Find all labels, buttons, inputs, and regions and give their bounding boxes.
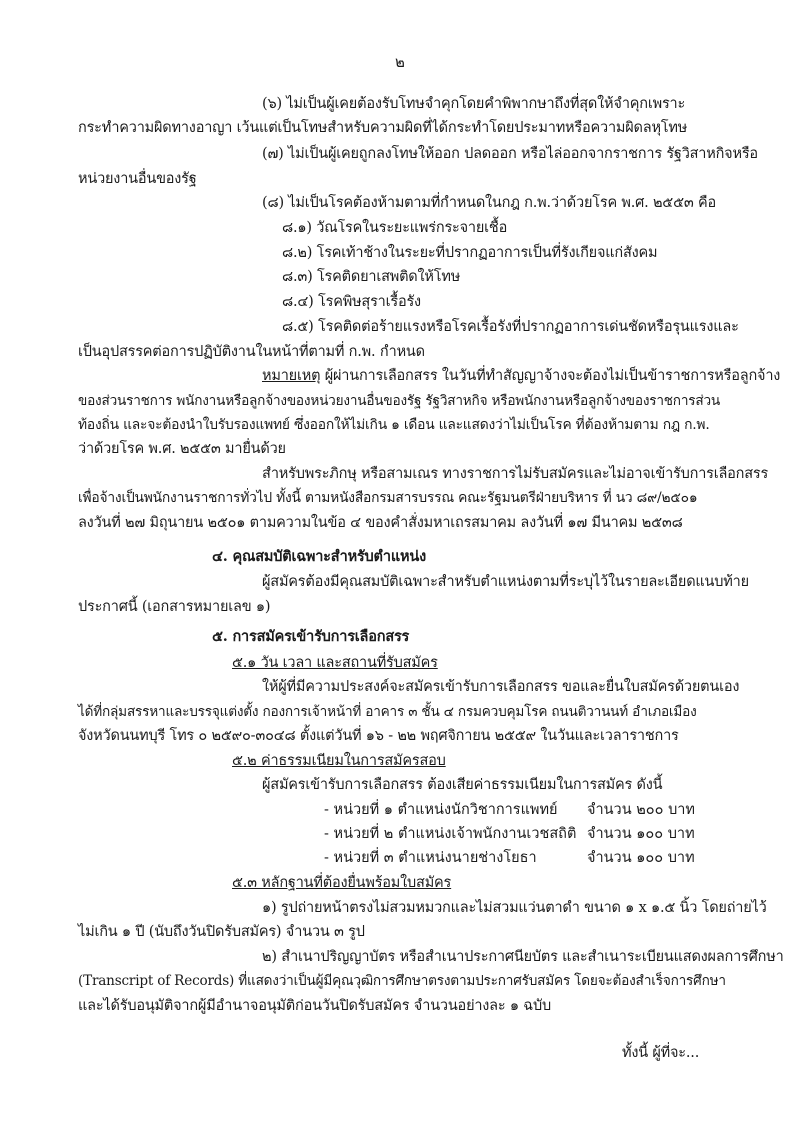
page-number: ๒ <box>395 53 405 71</box>
fee-row <box>324 848 724 868</box>
section-5-heading: ๕. การสมัครเข้ารับการเลือกสรร <box>212 628 410 645</box>
document-2-line-3: และได้รับอนุมัติจากผู้มีอำนาจอนุมัติก่อนวันปิดรับสมัคร จำนวนอย่างละ ๑ ฉบับ <box>78 998 551 1014</box>
note-line-1 <box>262 366 780 386</box>
fee-amount: จำนวน ๑๐๐ บาท <box>587 850 695 866</box>
note-line-2: ของส่วนราชการ พนักงานหรือลูกจ้างของหน่วยงานอื่นของรัฐ รัฐวิสาหกิจ หรือพนักงานหรือลูกจ้างของราชการส่วน <box>78 393 721 409</box>
section-5-2-title: ๕.๒ ค่าธรรมเนียมในการสมัครสอบ <box>232 753 446 769</box>
monk-line-2: เพื่อจ้างเป็นพนักงานราชการทั่วไป ทั้งนี้ ตามหนังสือกรมสารบรรณ คณะรัฐมนตรีฝ่ายบริหาร ที่ นว ๘๙/๒๕๐๑ <box>78 490 698 506</box>
fee-amount: จำนวน ๒๐๐ บาท <box>587 802 695 818</box>
qual-item-8-intro: (๘) ไม่เป็นโรคต้องห้ามตามที่กำหนดในกฎ ก.พ.ว่าด้วยโรค พ.ศ. ๒๕๕๓ คือ <box>262 195 716 211</box>
qual-item-6-line-1: (๖) ไม่เป็นผู้เคยต้องรับโทษจำคุกโดยคำพิพากษาถึงที่สุดให้จำคุกเพราะ <box>262 96 686 112</box>
qual-item-6-line-2: กระทำความผิดทางอาญา เว้นแต่เป็นโทษสำหรับความผิดที่ได้กระทำโดยประมาทหรือความผิดลหุโทษ <box>78 120 688 136</box>
document-2-line-1: ๒) สำเนาปริญญาบัตร หรือสำเนาประกาศนียบัตร และสำเนาระเบียนแสดงผลการศึกษา <box>262 949 784 965</box>
section-4-line-2: ประกาศนี้ (เอกสารหมายเลข ๑) <box>78 599 271 615</box>
disease-item: ๘.๒) โรคเท้าช้างในระยะที่ปรากฏอาการเป็นที่รังเกียจแก่สังคม <box>282 245 658 261</box>
fee-row <box>324 824 724 844</box>
disease-item-5-line-1: ๘.๕) โรคติดต่อร้ายแรงหรือโรคเรื้อรังที่ปรากฏอาการเด่นชัดหรือรุนแรงและ <box>282 319 739 335</box>
disease-item: ๘.๑) วัณโรคในระยะแพร่กระจายเชื้อ <box>282 220 508 236</box>
note-line-1-text: ผู้ผ่านการเลือกสรร ในวันที่ทำสัญญาจ้างจะต้องไม่เป็นข้าราชการหรือลูกจ้าง <box>324 368 781 384</box>
fee-amount: จำนวน ๑๐๐ บาท <box>587 826 695 842</box>
disease-item: ๘.๔) โรคพิษสุราเรื้อรัง <box>282 294 421 310</box>
section-5-3-title: ๕.๓ หลักฐานที่ต้องยื่นพร้อมใบสมัคร <box>232 875 452 891</box>
fee-row <box>324 800 724 820</box>
fee-label: - หน่วยที่ ๒ ตำแหน่งเจ้าพนักงานเวชสถิติ <box>324 826 577 842</box>
section-5-1-line-2: ได้ที่กลุ่มสรรหาและบรรจุแต่งตั้ง กองการเจ้าหน้าที่ อาคาร ๓ ชั้น ๔ กรมควบคุมโรค ถนนติวานนท์ อำเภอเมือง <box>78 704 697 720</box>
section-5-1-line-1: ให้ผู้ที่มีความประสงค์จะสมัครเข้ารับการเลือกสรร ขอและยื่นใบสมัครด้วยตนเอง <box>262 679 740 695</box>
note-label: หมายเหตุ <box>262 368 321 384</box>
qual-item-7-line-2: หน่วยงานอื่นของรัฐ <box>78 171 197 187</box>
document-1-line-1: ๑) รูปถ่ายหน้าตรงไม่สวมหมวกและไม่สวมแว่นตาดำ ขนาด ๑ x ๑.๕ นิ้ว โดยถ่ายไว้ <box>262 900 767 916</box>
section-5-2-intro: ผู้สมัครเข้ารับการเลือกสรร ต้องเสียค่าธรรมเนียมในการสมัคร ดังนี้ <box>262 777 663 793</box>
continuation-marker: ทั้งนี้ ผู้ที่จะ... <box>622 1045 700 1061</box>
section-4-heading: ๔. คุณสมบัติเฉพาะสำหรับตำแหน่ง <box>212 548 426 565</box>
disease-item-5-line-2: เป็นอุปสรรคต่อการปฏิบัติงานในหน้าที่ตามที่ ก.พ. กำหนด <box>78 344 425 360</box>
qual-item-7-line-1: (๗) ไม่เป็นผู้เคยถูกลงโทษให้ออก ปลดออก หรือไล่ออกจากราชการ รัฐวิสาหกิจหรือ <box>262 146 758 162</box>
monk-line-3: ลงวันที่ ๒๗ มิถุนายน ๒๕๐๑ ตามความในข้อ ๔ ของคำสั่งมหาเถรสมาคม ลงวันที่ ๑๗ มีนาคม ๒๕๓๘ <box>78 515 683 531</box>
note-line-3: ท้องถิ่น และจะต้องนำใบรับรองแพทย์ ซึ่งออกให้ไม่เกิน ๑ เดือน และแสดงว่าไม่เป็นโรค ที่ต้องห้ามตาม กฎ ก.พ. <box>78 417 710 433</box>
section-5-1-line-3: จังหวัดนนทบุรี โทร ๐ ๒๕๙๐-๓๐๔๘ ตั้งแต่วันที่ ๑๖ - ๒๒ พฤศจิกายน ๒๕๕๙ ในวันและเวลาราชการ <box>78 728 679 744</box>
fee-label: - หน่วยที่ ๑ ตำแหน่งนักวิชาการแพทย์ <box>324 802 558 818</box>
document-1-line-2: ไม่เกิน ๑ ปี (นับถึงวันปิดรับสมัคร) จำนวน ๓ รูป <box>78 924 365 940</box>
section-4-line-1: ผู้สมัครต้องมีคุณสมบัติเฉพาะสำหรับตำแหน่งตามที่ระบุไว้ในรายละเอียดแนบท้าย <box>262 574 749 590</box>
section-5-1-title: ๕.๑ วัน เวลา และสถานที่รับสมัคร <box>232 655 438 671</box>
document-2-line-2: (Transcript of Records) ที่แสดงว่าเป็นผู้มีคุณวุฒิการศึกษาตรงตามประกาศรับสมัคร โดยจะต้องสำเร็จการศึกษา <box>78 973 726 989</box>
note-line-4: ว่าด้วยโรค พ.ศ. ๒๕๕๓ มายื่นด้วย <box>78 441 286 457</box>
disease-item: ๘.๓) โรคติดยาเสพติดให้โทษ <box>282 269 461 285</box>
fee-label: - หน่วยที่ ๓ ตำแหน่งนายช่างโยธา <box>324 850 537 866</box>
monk-line-1: สำหรับพระภิกษุ หรือสามเณร ทางราชการไม่รับสมัครและไม่อาจเข้ารับการเลือกสรร <box>262 466 769 482</box>
